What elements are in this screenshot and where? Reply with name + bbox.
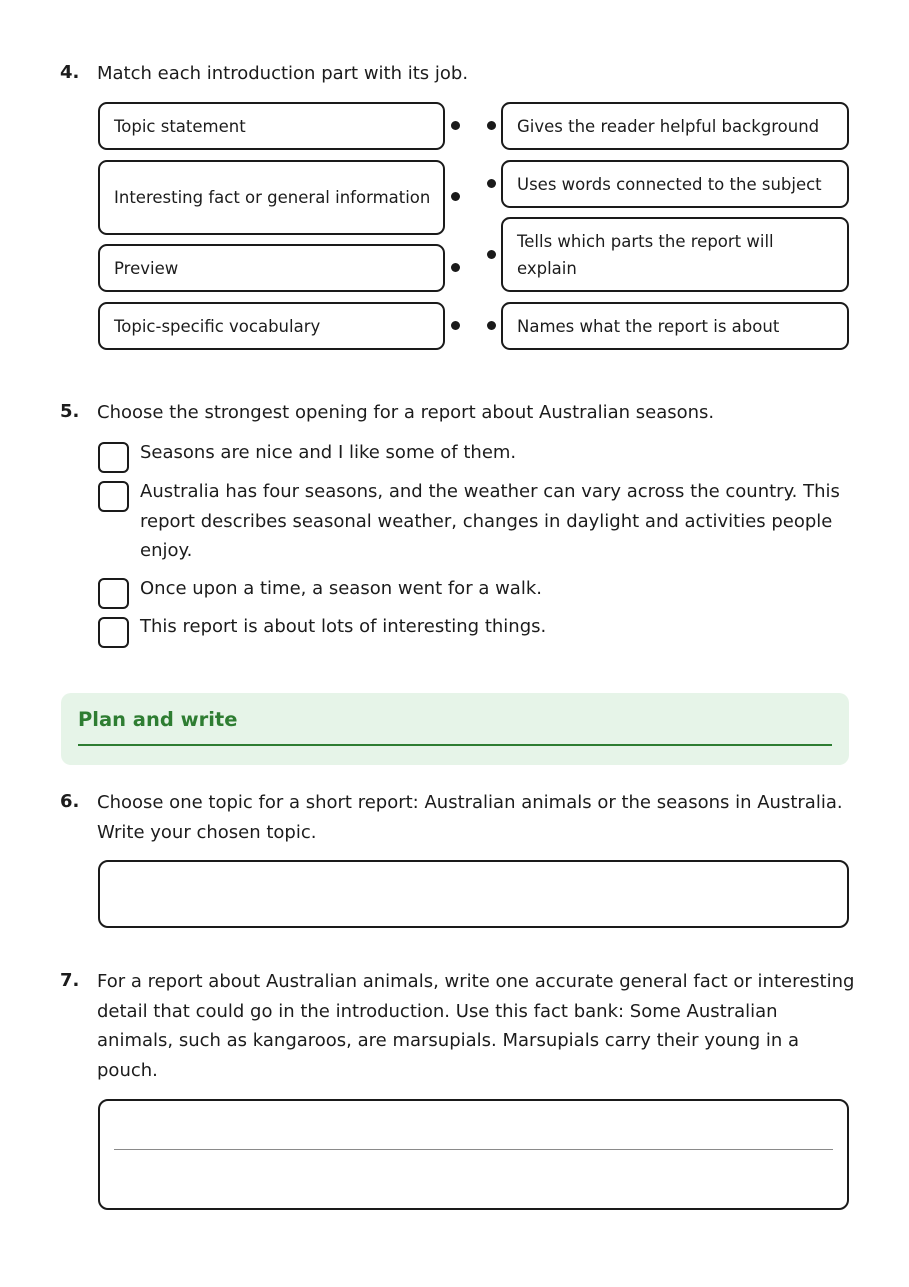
match-right-item-3[interactable] <box>501 217 849 292</box>
option-checkbox-4[interactable] <box>98 617 129 648</box>
question-5-prompt: Choose the strongest opening for a report about Australian seasons. <box>97 402 715 423</box>
option-label-4: This report is about lots of interesting things. <box>140 616 547 637</box>
topic-answer-box[interactable] <box>98 860 849 928</box>
match-left-dot-1[interactable] <box>451 121 460 130</box>
option-label-3: Once upon a time, a season went for a walk. <box>140 578 542 599</box>
match-right-label: Tells which parts the report will explain <box>517 231 774 278</box>
match-right-item-1[interactable] <box>501 102 849 150</box>
match-left-item-1[interactable] <box>98 102 445 150</box>
question-6-prompt: Choose one topic for a short report: Australian animals or the seasons in Australia. Write your chosen topic. <box>97 792 843 843</box>
match-left-dot-3[interactable] <box>451 263 460 272</box>
question-6-number: 6. <box>60 791 80 812</box>
section-title: Plan and write <box>78 708 238 731</box>
option-checkbox-3[interactable] <box>98 578 129 609</box>
match-left-dot-4[interactable] <box>451 321 460 330</box>
section-divider <box>78 744 832 746</box>
fact-answer-box[interactable] <box>98 1099 849 1210</box>
option-checkbox-1[interactable] <box>98 442 129 473</box>
question-5-number: 5. <box>60 401 80 422</box>
match-left-item-2[interactable] <box>98 160 445 235</box>
match-right-item-2[interactable] <box>501 160 849 208</box>
match-left-label: Topic statement <box>114 116 246 136</box>
match-right-dot-1[interactable] <box>487 121 496 130</box>
match-right-dot-2[interactable] <box>487 179 496 188</box>
question-4-prompt: Match each introduction part with its job. <box>97 63 469 84</box>
match-left-dot-2[interactable] <box>451 192 460 201</box>
question-7-number: 7. <box>60 970 80 991</box>
question-7-prompt: For a report about Australian animals, write one accurate general fact or interesting detail that could go in the introduction. Use this fact bank: Some Australian animals, such as kangaroos, are marsupials. Marsupials carry their young in a pouch. <box>97 971 855 1081</box>
match-right-dot-4[interactable] <box>487 321 496 330</box>
match-right-label: Gives the reader helpful background <box>517 116 820 136</box>
match-left-item-4[interactable] <box>98 302 445 350</box>
match-left-label: Preview <box>114 258 179 278</box>
option-label-2: Australia has four seasons, and the weather can vary across the country. This report describes seasonal weather, changes in daylight and activities people enjoy. <box>140 481 840 561</box>
match-right-label: Uses words connected to the subject <box>517 174 822 194</box>
writing-line <box>114 1149 833 1150</box>
match-left-label: Interesting fact or general information <box>114 188 431 207</box>
match-left-label: Topic-specific vocabulary <box>114 316 321 336</box>
option-label-1: Seasons are nice and I like some of them. <box>140 442 517 463</box>
option-checkbox-2[interactable] <box>98 481 129 512</box>
question-4-number: 4. <box>60 62 80 83</box>
match-right-dot-3[interactable] <box>487 250 496 259</box>
match-right-item-4[interactable] <box>501 302 849 350</box>
match-right-label: Names what the report is about <box>517 316 780 336</box>
match-left-item-3[interactable] <box>98 244 445 292</box>
